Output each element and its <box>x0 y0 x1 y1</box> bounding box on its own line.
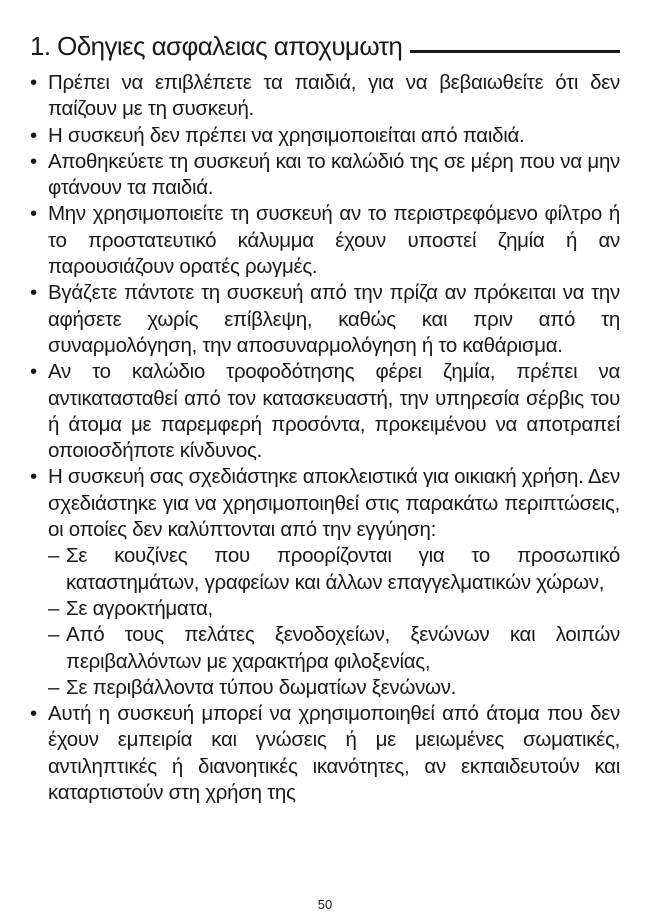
bullet-unplug: • Βγάζετε πάντοτε τη συσκευή από την πρίζα αν πρόκειται να την αφήσετε χωρίς επίβλεψη, καθώς και πριν από τη συναρμολόγηση, την αποσυναρμολόγηση ή το καθάρισμα. <box>30 280 620 359</box>
exclusion-staff-kitchens: – Σε κουζίνες που προορίζονται για το προσωπικό καταστημάτων, γραφείων και άλλων επαγγελματικών χώρων, <box>48 543 620 596</box>
section-header <box>30 26 620 66</box>
exclusion-guest-rooms: – Σε περιβάλλοντα τύπου δωματίων ξενώνων. <box>48 675 620 701</box>
exclusion-farms: – Σε αγροκτήματα, <box>48 596 620 622</box>
bullet-household-use <box>30 464 620 701</box>
bullet-no-children-use: • Η συσκευή δεν πρέπει να χρησιμοποιείται από παιδιά. <box>30 123 620 149</box>
bullet-storage: • Αποθηκεύετε τη συσκευή και το καλώδιό της σε μέρη που να μην φτάνουν τα παιδιά. <box>30 149 620 202</box>
bullet-damaged-cord: • Αν το καλώδιο τροφοδότησης φέρει ζημία, πρέπει να αντικατασταθεί από τον κατασκευαστή, την υπηρεσία σέρβις του ή άτομα με παρεμφερή προσόντα, προκειμένου να αποτραπεί οποιοσδήποτε κίνδυνος. <box>30 359 620 464</box>
bullet-damaged-filter: • Μην χρησιμοποιείτε τη συσκευή αν το περιστρεφόμενο φίλτρο ή το προστατευτικό κάλυμμα έχουν υποστεί ζημία ή αν παρουσιάζουν ορατές ρωγμές. <box>30 201 620 280</box>
household-use-text: Η συσκευή σας σχεδιάστηκε αποκλειστικά για οικιακή χρήση. Δεν σχεδιάστηκε για να χρησιμοποιηθεί στις παρακάτω περιπτώσεις, οι οποίες δεν καλύπτονται από την εγγύηση: <box>48 465 620 542</box>
safety-instructions <box>30 70 620 806</box>
page-number: 50 <box>317 897 333 912</box>
exclusions-list <box>48 543 620 701</box>
section-title: 1. Οδηγιες ασφαλειας αποχυμωτη <box>30 30 403 61</box>
heading-rule <box>410 50 620 53</box>
bullet-reduced-capabilities: • Αυτή η συσκευή μπορεί να χρησιμοποιηθεί από άτομα που δεν έχουν εμπειρία και γνώσεις ή με μειωμένες σωματικές, αντιληπτικές ή διανοητικές ικανότητες, αν εκπαιδευτούν και καταρτιστούν στη χρήση της <box>30 701 620 806</box>
bullet-supervise-children: • Πρέπει να επιβλέπετε τα παιδιά, για να βεβαιωθείτε ότι δεν παίζουν με τη συσκευή. <box>30 70 620 123</box>
bullet-list <box>30 70 620 806</box>
exclusion-hotel-guests: – Από τους πελάτες ξενοδοχείων, ξενώνων και λοιπών περιβαλλόντων με χαρακτήρα φιλοξενίας, <box>48 622 620 675</box>
